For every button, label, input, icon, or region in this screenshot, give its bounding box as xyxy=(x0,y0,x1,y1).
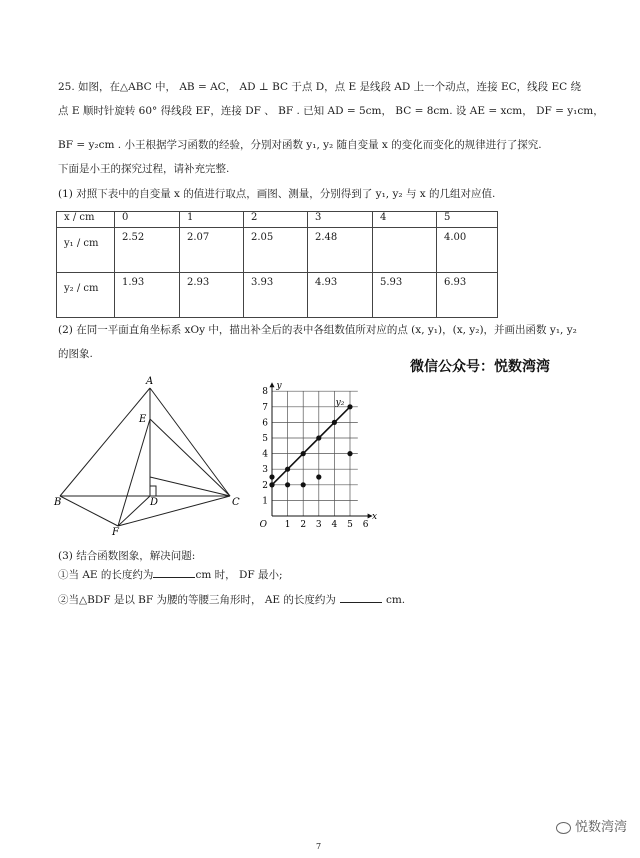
table-cell: 2.48 xyxy=(308,228,373,273)
table-row xyxy=(57,228,498,273)
y-tick-label: 3 xyxy=(262,465,268,476)
table-cell: y₁ / cm xyxy=(57,228,115,273)
problem-line-2: 点 E 顺时针旋转 60° 得线段 EF，连接 DF 、 BF . 已知 AD = 5cm， BC = 8cm. 设 AE = xcm， DF = y₁cm， xyxy=(58,105,604,117)
y-tick-label: 2 xyxy=(262,480,268,491)
label-D: D xyxy=(150,497,159,508)
x-tick-label: 2 xyxy=(300,520,307,530)
problem-line-4: 下面是小王的探究过程，请补充完整. xyxy=(58,163,230,175)
x-tick-label: 4 xyxy=(331,520,338,530)
table-cell: 2.93 xyxy=(180,273,244,318)
answer-blank-2[interactable] xyxy=(340,602,382,603)
part2-line-2: 的图象. xyxy=(58,348,93,360)
table-cell: 3.93 xyxy=(244,273,308,318)
table-cell: 2.05 xyxy=(244,228,308,273)
table-cell: 2.07 xyxy=(180,228,244,273)
data-point xyxy=(347,451,352,456)
problem-line-3: BF = y₂cm . 小王根据学习函数的经验，分别对函数 y₁, y₂ 随自变量 x 的变化而变化的规律进行了探究. xyxy=(58,139,542,151)
x-tick-label: 1 xyxy=(284,520,291,530)
question-2 xyxy=(58,593,405,607)
triangle-figure xyxy=(52,374,252,536)
table-cell: 4 xyxy=(373,212,437,228)
table-cell: 5 xyxy=(437,212,498,228)
axes xyxy=(270,382,373,518)
data-point xyxy=(269,482,274,487)
table-cell: 3 xyxy=(308,212,373,228)
problem-line-1: 25. 如图，在△ABC 中， AB = AC， AD ⊥ BC 于点 D，点 E 是线段 AD 上一个动点，连接 EC，线段 EC 绕 xyxy=(58,81,582,93)
table-cell: 6.93 xyxy=(437,273,498,318)
data-point xyxy=(301,482,306,487)
x-tick-label: 6 xyxy=(362,520,369,530)
question-1-suffix: cm 时， DF 最小; xyxy=(195,569,283,581)
label-C: C xyxy=(232,497,240,508)
x-tick-label: 3 xyxy=(315,520,322,530)
table-cell xyxy=(373,228,437,273)
label-F: F xyxy=(112,527,119,536)
table-cell: y₂ / cm xyxy=(57,273,115,318)
label-B: B xyxy=(54,497,62,508)
footer-brand xyxy=(556,816,627,835)
table-cell: 4.93 xyxy=(308,273,373,318)
table-cell: 1 xyxy=(180,212,244,228)
table-cell: 1.93 xyxy=(115,273,180,318)
table-row xyxy=(57,273,498,318)
data-point xyxy=(285,482,290,487)
data-point xyxy=(301,451,306,456)
x-tick-label: 5 xyxy=(347,520,353,530)
page-number: 7 xyxy=(316,842,322,851)
data-point xyxy=(316,435,321,440)
question-1-prefix: ①当 AE 的长度约为 xyxy=(58,569,154,581)
question-2-prefix: ②当△BDF 是以 BF 为腰的等腰三角形时， AE 的长度约为 xyxy=(58,594,336,606)
data-point xyxy=(347,404,352,409)
data-point xyxy=(316,474,321,479)
table-cell: 5.93 xyxy=(373,273,437,318)
label-E: E xyxy=(139,414,147,425)
data-point xyxy=(285,467,290,472)
label-A: A xyxy=(146,376,154,387)
wechat-icon xyxy=(556,822,571,834)
table-cell: 2.52 xyxy=(115,228,180,273)
series-label: y₂ xyxy=(335,397,345,408)
part3-text: (3) 结合函数图象，解决问题: xyxy=(58,550,196,562)
y-axis-label: y xyxy=(276,381,282,392)
question-1 xyxy=(58,568,283,582)
data-point xyxy=(269,474,274,479)
y-tick-label: 6 xyxy=(262,418,268,429)
origin-label: O xyxy=(259,520,267,530)
table-cell: 0 xyxy=(115,212,180,228)
y-tick-label: 7 xyxy=(262,402,268,413)
data-point xyxy=(332,420,337,425)
part2-line-1: (2) 在同一平面直角坐标系 xOy 中，描出补全后的表中各组数值所对应的点 (x, y₁)，(x, y₂)，并画出函数 y₁, y₂ xyxy=(58,324,577,336)
y-tick-label: 4 xyxy=(262,449,268,460)
footer-brand-text: 悦数湾湾 xyxy=(575,820,628,835)
coordinate-graph xyxy=(256,370,378,532)
y-tick-label: 1 xyxy=(262,496,268,507)
y-tick-label: 8 xyxy=(262,387,268,398)
watermark-text: 微信公众号：悦数湾湾 xyxy=(410,359,550,375)
answer-blank-1[interactable] xyxy=(153,577,195,578)
tick-labels xyxy=(260,381,378,530)
table-cell: 4.00 xyxy=(437,228,498,273)
table-cell: x / cm xyxy=(57,212,115,228)
y-axis-arrow-icon xyxy=(270,382,275,387)
part1-text: (1) 对照下表中的自变量 x 的值进行取点，画图、测量，分别得到了 y₁, y₂ 与 x 的几组对应值. xyxy=(58,188,496,200)
grid-lines xyxy=(272,391,358,516)
y-tick-label: 5 xyxy=(262,434,268,444)
table-header-row xyxy=(57,212,498,228)
data-series xyxy=(269,398,352,488)
series-line xyxy=(272,407,350,485)
table-cell: 2 xyxy=(244,212,308,228)
value-table xyxy=(56,211,498,318)
x-axis-label: x xyxy=(372,512,378,522)
question-2-suffix: cm. xyxy=(385,594,406,606)
